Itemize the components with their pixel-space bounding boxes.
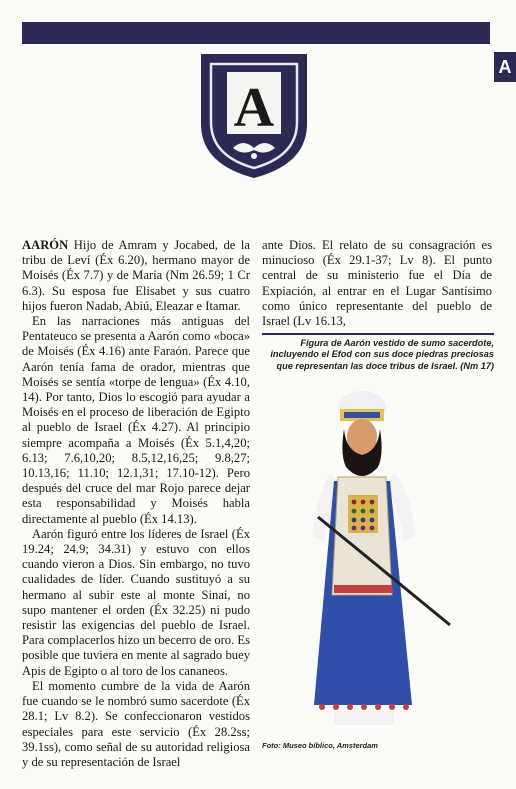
article-paragraph: En las narraciones más antiguas del Pentateuco se presenta a Aarón como «boca» de Moisés (Éx 4.16) ante Faraón. Parece que Aarón tenía fama de orador, mientras que Moisés se sentía «torpe de lengua» (Éx 4.10, 14). Por tanto, Dios lo escogió para ayudar a Moisés en el proceso de liberación de Egipto al pueblo de Israel (Éx 4.27). Al principio siempre acompaña a Moisés (Éx 5.1,4,20; 6.13; 7.6,10,20; 8.5,12,16,25; 9.8,27; 10.13,16; 11.10; 12.1,31; 17.10-12). Pero después del cruce del mar Rojo parece dejar esta responsabilidad y Moisés habla directamente al pueblo (Éx 14.13).: [22, 314, 250, 526]
shield-letter: A: [233, 77, 275, 139]
article-paragraph: ante Dios. El relato de su consagración es minucioso (Éx 29.1-37; Lv 8). El punto central de su ministerio fue el Día de Expiación, al entrar en el Lugar Santísimo como único representante del pueblo de Israel (Lv 16.13,: [262, 238, 492, 329]
article-left-column: [22, 238, 250, 770]
article-right-column: [262, 238, 492, 329]
article-paragraph: AARÓN Hijo de Amram y Jocabed, de la tribu de Leví (Éx 6.20), hermano mayor de Moisés (Éx 7.7) y de María (Nm 26.59; 1 Cr 6.3). Su esposa fue Elisabet y sus cuatro hijos fueron Nadab, Abiú, Eleazar e Itamar.: [22, 238, 250, 313]
section-letter-tab: A: [494, 52, 516, 82]
caption-divider: [262, 333, 494, 335]
figure-caption: Figura de Aarón vestido de sumo sacerdote, incluyendo el Efod con sus doce piedras preciosas que representan las doce tribus de Israel. (Nm 17): [270, 338, 494, 371]
high-priest-figure-image: [300, 385, 460, 735]
article-paragraph: Aarón figuró entre los líderes de Israel (Éx 19.24; 24.9; 34.31) y estuvo con ellos cuando vieron a Dios. Sin embargo, no tuvo cualidades de líder. Cuando sustituyó a su hermano al subir este al monte Sinaí, no supo mantener el orden (Éx 32.25) ni pudo resistir las exigencias del pueblo de Israel. Para complacerlos hizo un becerro de oro. Es posible que tuviera en mente al sagrado buey Apis de Egipto o al toro de los cananeos.: [22, 526, 250, 678]
header-bar: [22, 22, 490, 44]
photo-credit: Foto: Museo bíblico, Amsterdam: [262, 741, 378, 750]
letter-shield-emblem: [199, 52, 309, 180]
article-paragraph: El momento cumbre de la vida de Aarón fue cuando se le nombró sumo sacerdote (Éx 28.1; Lv 8.2). Se confeccionaron vestidos especiales para este servicio (Éx 28.2ss; 39.1ss), como señal de su autoridad religiosa y de su representación de Israel: [22, 678, 250, 769]
entry-headword: AARÓN: [22, 238, 69, 252]
